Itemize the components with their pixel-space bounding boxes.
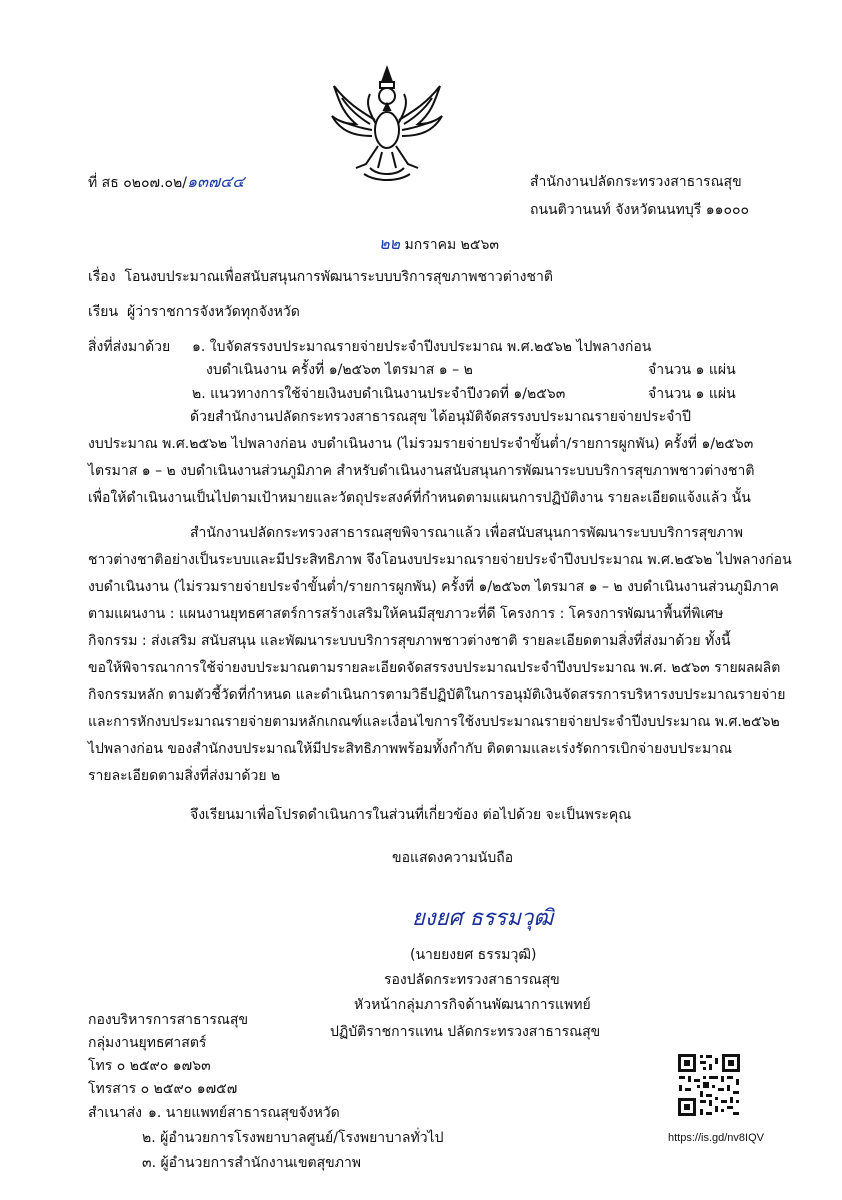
signatory-name: (นายยงยศ ธรรมวุฒิ) [410, 947, 537, 963]
date-day-handwritten: ๒๒ [379, 234, 401, 253]
paragraph-2-line: สำนักงานปลัดกระทรวงสาธารณสุขพิจารณาแล้ว เพื่อสนับสนุนการพัฒนาระบบบริการสุขภาพ [190, 525, 744, 541]
letter-date [379, 234, 499, 255]
paragraph-2-line: ชาวต่างชาติอย่างเป็นระบบและมีประสิทธิภาพ จึงโอนงบประมาณรายจ่ายประจำปีงบประมาณ พ.ศ.๒๕๖๒ ไปพลางก่อน [88, 552, 792, 568]
copies-item-1: ๑. นายแพทย์สาธารณสุขจังหวัด [148, 1105, 340, 1121]
handwritten-signature: ยงยศ ธรรมวุฒิ [412, 906, 554, 931]
enclosure-item-1-count: จำนวน ๑ แผ่น [648, 362, 736, 378]
paragraph-2-line: งบดำเนินงาน (ไม่รวมรายจ่ายประจำขั้นต่ำ/รายการผูกพัน) ครั้งที่ ๑/๒๕๖๓ ไตรมาส ๑ – ๒ งบดำเนินงานส่วนภูมิภาค [88, 579, 779, 595]
garuda-emblem-icon [326, 64, 448, 184]
paragraph-1-line: ไตรมาส ๑ – ๒ งบดำเนินงานส่วนภูมิภาค สำหรับดำเนินงานสนับสนุนการพัฒนาระบบบริการสุขภาพชาวต่างชาติ [88, 463, 755, 479]
paragraph-1-line: ด้วยสำนักงานปลัดกระทรวงสาธารณสุข ได้อนุมัติจัดสรรงบประมาณรายจ่ายประจำปี [190, 409, 692, 425]
paragraph-2-line: และการหักงบประมาณรายจ่ายตามหลักเกณฑ์และเงื่อนไขการใช้งบประมาณรายจ่ายประจำปีงบประมาณ พ.ศ.๒๕๖๒ [88, 714, 780, 730]
paragraph-2-line: ขอให้พิจารณาการใช้จ่ายงบประมาณตามรายละเอียดจัดสรรงบประมาณประจำปีงบประมาณ พ.ศ. ๒๕๖๓ รายผลผลิต [88, 660, 781, 676]
enclosure-item-1-line2: งบดำเนินงาน ครั้งที่ ๑/๒๕๖๓ ไตรมาส ๑ – ๒ [206, 362, 473, 378]
contact-division: กองบริหารการสาธารณสุข [88, 1012, 249, 1028]
reference-prefix: ที่ สธ ๐๒๐๗.๐๒/ [88, 175, 188, 191]
recipient-line [88, 302, 300, 322]
copies-label: สำเนาส่ง [88, 1105, 143, 1121]
paragraph-2-line: ไปพลางก่อน ของสำนักงบประมาณให้มีประสิทธิภาพพร้อมทั้งกำกับ ติดตามและเร่งรัดการเบิกจ่ายงบประมาณ [88, 741, 733, 757]
enclosure-item-2-count: จำนวน ๑ แผ่น [648, 386, 736, 402]
qr-url-text[interactable]: https://is.gd/nv8IQV [668, 1132, 764, 1144]
reference-number-handwritten: ๑๓๗๔๔ [187, 172, 245, 191]
subject-label: เรื่อง [88, 269, 116, 285]
paragraph-2 [88, 520, 792, 790]
closing-regards: ขอแสดงความนับถือ [392, 850, 514, 866]
recipient-text: ผู้ว่าราชการจังหวัดทุกจังหวัด [126, 304, 300, 320]
date-month-year: มกราคม ๒๕๖๓ [404, 237, 499, 253]
paragraph-2-line: กิจกรรม : ส่งเสริม สนับสนุน และพัฒนาระบบบริการสุขภาพชาวต่างชาติ รายละเอียดตามสิ่งที่ส่งมาด้วย ทั้งนี้ [88, 633, 731, 649]
subject-line [88, 267, 553, 287]
subject-text: โอนงบประมาณเพื่อสนับสนุนการพัฒนาระบบบริการสุขภาพชาวต่างชาติ [124, 269, 553, 285]
contact-group: กลุ่มงานยุทธศาสตร์ [88, 1035, 207, 1051]
copies-item-3: ๓. ผู้อำนวยการสำนักงานเขตสุขภาพ [142, 1155, 362, 1171]
enclosure-item-2-line1: ๒. แนวทางการใช้จ่ายเงินงบดำเนินงานประจำปีงวดที่ ๑/๒๕๖๓ [192, 386, 566, 402]
signatory-title-3: ปฏิบัติราชการแทน ปลัดกระทรวงสาธารณสุข [330, 1024, 601, 1040]
paragraph-1-line: เพื่อให้ดำเนินงานเป็นไปตามเป้าหมายและวัตถุประสงค์ที่กำหนดตามแผนการปฏิบัติงาน รายละเอียดแจ้งแล้ว นั้น [88, 490, 751, 506]
office-address: ถนนติวานนท์ จังหวัดนนทบุรี ๑๑๐๐๐ [530, 202, 750, 218]
paragraph-2-line: ตามแผนงาน : แผนงานยุทธศาสตร์การสร้างเสริมให้คนมีสุขภาวะที่ดี โครงการ : โครงการพัฒนาพื้นที่พิเศษ [88, 606, 724, 622]
qr-code-icon [676, 1052, 742, 1118]
signatory-title-1: รองปลัดกระทรวงสาธารณสุข [384, 972, 560, 988]
reference-number [88, 172, 244, 193]
enclosure-item-1-line1: ๑. ใบจัดสรรงบประมาณรายจ่ายประจำปีงบประมาณ พ.ศ.๒๕๖๒ ไปพลางก่อน [192, 339, 652, 355]
paragraph-2-line: รายละเอียดตามสิ่งที่ส่งมาด้วย ๒ [88, 768, 281, 784]
paragraph-2-line: กิจกรรมหลัก ตามตัวชี้วัดที่กำหนด และดำเนินการตามวิธีปฏิบัติในการอนุมัติเงินจัดสรรการบริหารงบประมาณรายจ่าย [88, 687, 786, 703]
office-name: สำนักงานปลัดกระทรวงสาธารณสุข [530, 174, 742, 190]
paragraph-1-line: งบประมาณ พ.ศ.๒๕๖๒ ไปพลางก่อน งบดำเนินงาน (ไม่รวมรายจ่ายประจำขั้นต่ำ/รายการผูกพัน) ครั้งที่ ๑/๒๕๖๓ [88, 436, 754, 452]
closing-request: จึงเรียนมาเพื่อโปรดดำเนินการในส่วนที่เกี่ยวข้อง ต่อไปด้วย จะเป็นพระคุณ [190, 807, 632, 823]
enclosures-label: สิ่งที่ส่งมาด้วย [88, 339, 171, 355]
signatory-title-2: หัวหน้ากลุ่มภารกิจด้านพัฒนาการแพทย์ [354, 997, 591, 1013]
contact-phone: โทร ๐ ๒๕๙๐ ๑๗๖๓ [88, 1058, 211, 1074]
recipient-label: เรียน [88, 304, 119, 320]
copies-item-2: ๒. ผู้อำนวยการโรงพยาบาลศูนย์/โรงพยาบาลทั่วไป [142, 1130, 444, 1146]
contact-fax: โทรสาร ๐ ๒๕๙๐ ๑๗๕๗ [88, 1081, 238, 1097]
paragraph-1 [88, 404, 754, 512]
